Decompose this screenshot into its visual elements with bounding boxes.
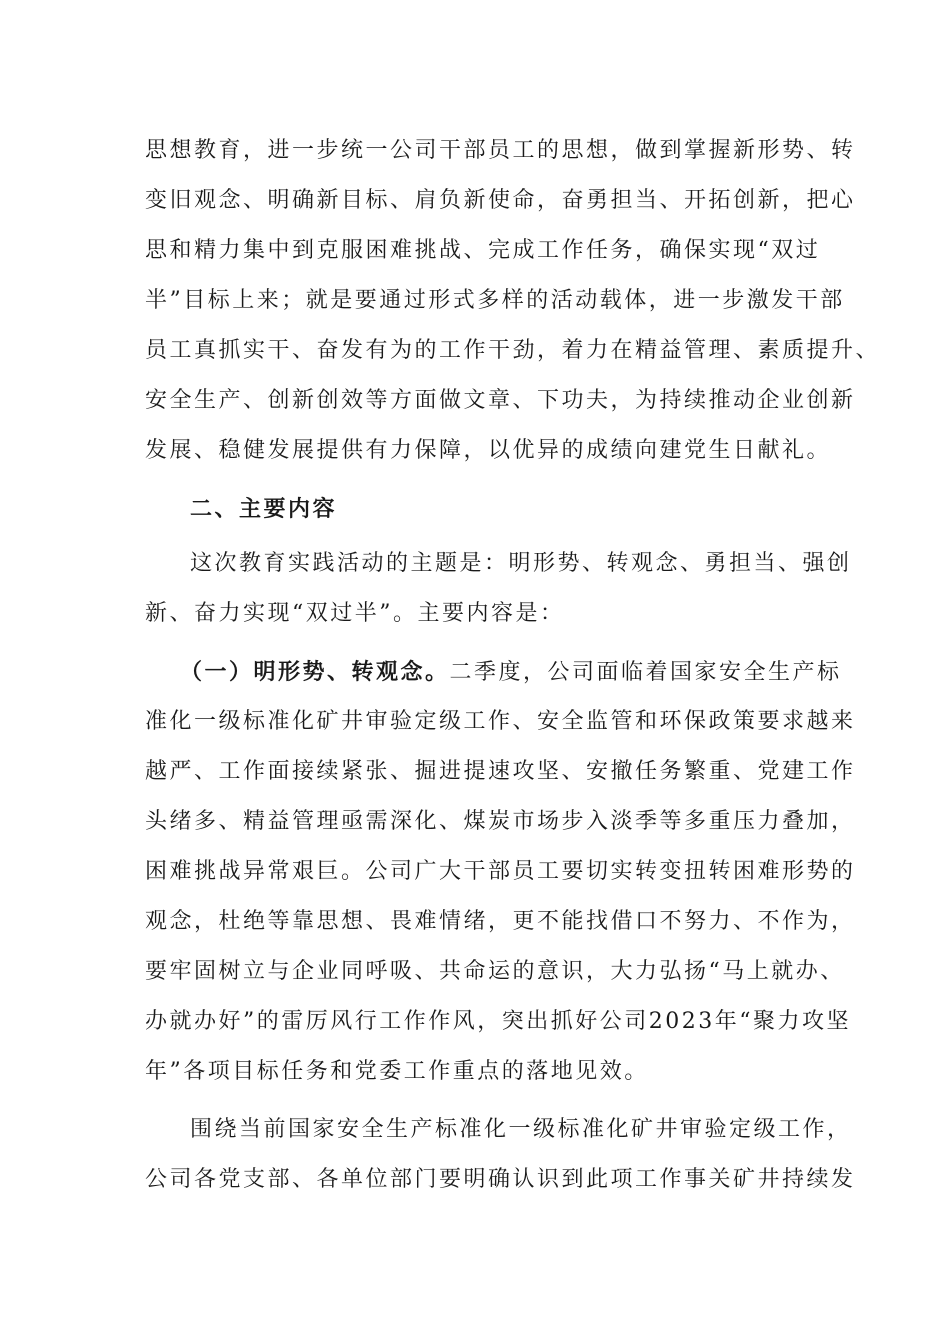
item1-line: 要牢固树立与企业同呼吸、共命运的意识，大力弘扬“马上就办、 — [145, 959, 845, 984]
section-heading: 二、主要内容 — [190, 496, 338, 522]
theme-line: 新、奋力实现“双过半”。主要内容是： — [145, 601, 565, 626]
item1-line: 越严、工作面接续紧张、掘进提速攻坚、安撤任务繁重、党建工作 — [145, 759, 856, 784]
item1-line: 头绪多、精益管理亟需深化、煤炭市场步入淡季等多重压力叠加， — [145, 809, 856, 834]
item1-line: 年”各项目标任务和党委工作重点的落地见效。 — [145, 1059, 649, 1084]
theme-line: 这次教育实践活动的主题是：明形势、转观念、勇担当、强创 — [190, 551, 852, 576]
intro-line: 思想教育，进一步统一公司干部员工的思想，做到掌握新形势、转 — [145, 138, 856, 163]
item1-line: 困难挑战异常艰巨。公司广大干部员工要切实转变扭转困难形势的 — [145, 859, 856, 884]
intro-line: 安全生产、创新创效等方面做文章、下功夫，为持续推动企业创新 — [145, 388, 856, 413]
intro-line: 半”目标上来；就是要通过形式多样的活动载体，进一步激发干部 — [145, 288, 845, 313]
intro-line: 员工真抓实干、奋发有为的工作干劲，着力在精益管理、素质提升、 — [145, 338, 881, 363]
last-paragraph-line: 围绕当前国家安全生产标准化一级标准化矿井审验定级工作， — [190, 1117, 852, 1142]
item1-line: 办就办好”的雷厉风行工作作风，突出抓好公司2023年“聚力攻坚 — [145, 1009, 851, 1034]
intro-line: 思和精力集中到克服困难挑战、完成工作任务，确保实现“双过 — [145, 238, 821, 263]
intro-line: 变旧观念、明确新目标、肩负新使命，奋勇担当、开拓创新，把心 — [145, 188, 856, 213]
item1-first-line — [180, 657, 842, 688]
item1-line: 观念，杜绝等靠思想、畏难情绪，更不能找借口不努力、不作为， — [145, 909, 856, 934]
item1-title: （一）明形势、转观念。 — [180, 659, 450, 685]
intro-line: 发展、稳健发展提供有力保障，以优异的成绩向建党生日献礼。 — [145, 438, 832, 463]
item1-first-rest: 二季度，公司面临着国家安全生产标 — [449, 660, 842, 685]
item1-line: 准化一级标准化矿井审验定级工作、安全监管和环保政策要求越来 — [145, 709, 856, 734]
last-paragraph-line: 公司各党支部、各单位部门要明确认识到此项工作事关矿井持续发 — [145, 1167, 856, 1192]
